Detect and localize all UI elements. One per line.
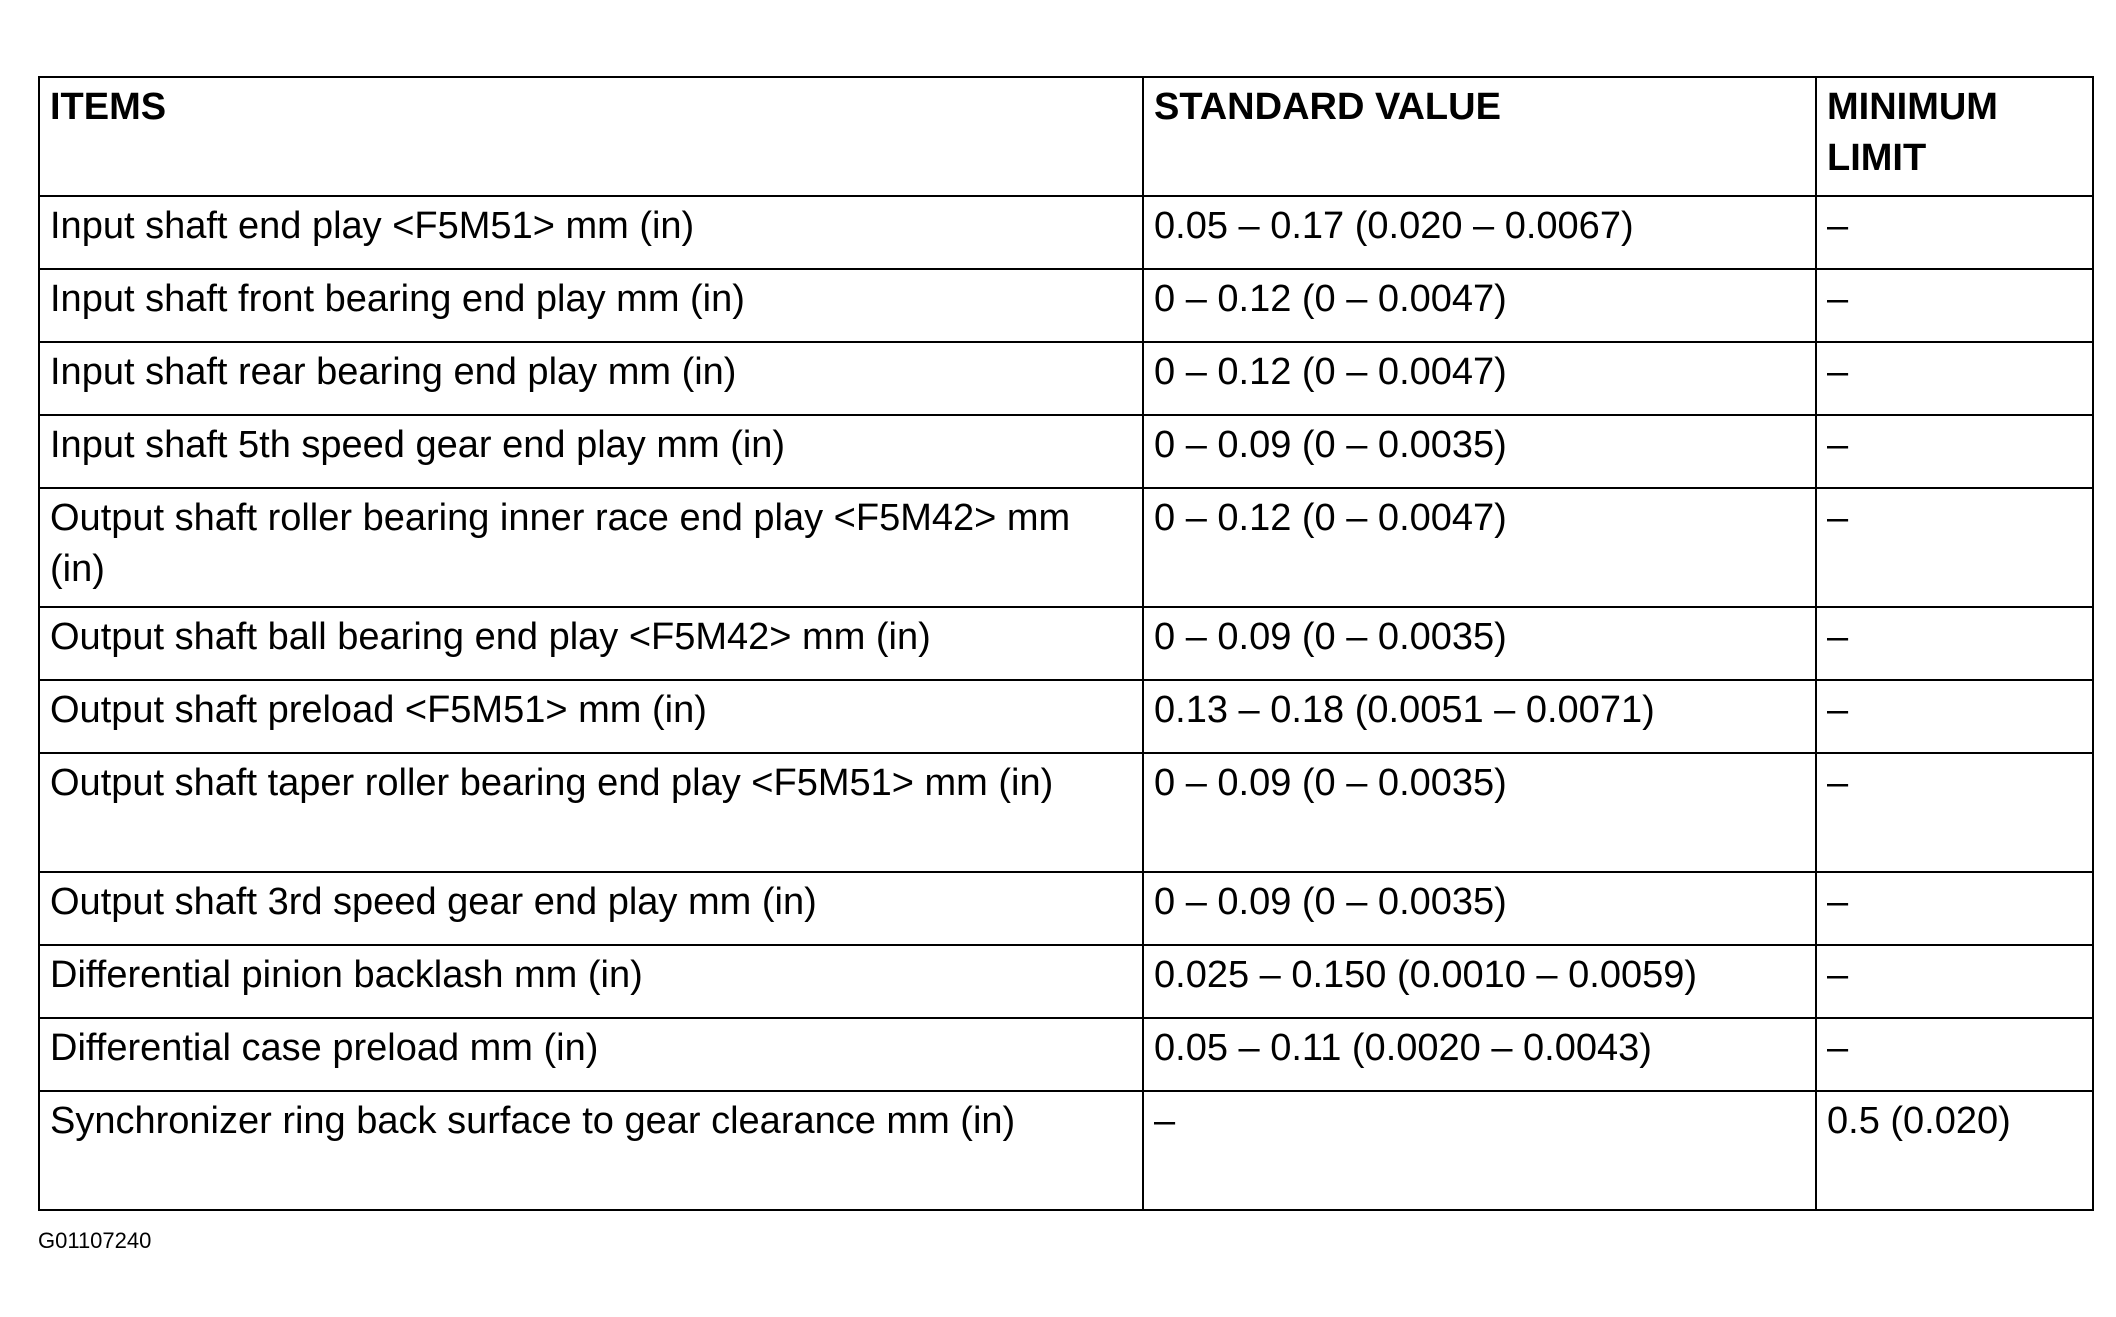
table-row bbox=[39, 488, 2093, 607]
standard-value-cell: 0.13 – 0.18 (0.0051 – 0.0071) bbox=[1143, 680, 1816, 753]
table-row bbox=[39, 196, 2093, 269]
item-cell: Output shaft preload <F5M51> mm (in) bbox=[39, 680, 1143, 753]
item-cell: Output shaft ball bearing end play <F5M42> mm (in) bbox=[39, 607, 1143, 680]
minimum-limit-cell: – bbox=[1816, 680, 2093, 753]
table-row bbox=[39, 753, 2093, 872]
specifications-table bbox=[38, 76, 2094, 1211]
item-cell: Input shaft end play <F5M51> mm (in) bbox=[39, 196, 1143, 269]
standard-value-cell: 0.025 – 0.150 (0.0010 – 0.0059) bbox=[1143, 945, 1816, 1018]
header-row bbox=[39, 77, 2093, 196]
standard-value-cell: 0 – 0.09 (0 – 0.0035) bbox=[1143, 415, 1816, 488]
minimum-limit-cell: – bbox=[1816, 488, 2093, 607]
table-row bbox=[39, 1091, 2093, 1210]
header-minimum-limit: MINIMUM LIMIT bbox=[1816, 77, 2093, 196]
item-cell: Synchronizer ring back surface to gear clearance mm (in) bbox=[39, 1091, 1143, 1210]
standard-value-cell: 0 – 0.09 (0 – 0.0035) bbox=[1143, 753, 1816, 872]
standard-value-cell: 0 – 0.09 (0 – 0.0035) bbox=[1143, 872, 1816, 945]
minimum-limit-cell: – bbox=[1816, 607, 2093, 680]
table-row bbox=[39, 680, 2093, 753]
item-cell: Output shaft taper roller bearing end play <F5M51> mm (in) bbox=[39, 753, 1143, 872]
table-row bbox=[39, 607, 2093, 680]
item-cell: Output shaft roller bearing inner race end play <F5M42> mm (in) bbox=[39, 488, 1143, 607]
minimum-limit-cell: – bbox=[1816, 415, 2093, 488]
table-row bbox=[39, 415, 2093, 488]
standard-value-cell: 0 – 0.09 (0 – 0.0035) bbox=[1143, 607, 1816, 680]
minimum-limit-cell: – bbox=[1816, 753, 2093, 872]
table-row bbox=[39, 342, 2093, 415]
table-row bbox=[39, 872, 2093, 945]
item-cell: Input shaft 5th speed gear end play mm (in) bbox=[39, 415, 1143, 488]
standard-value-cell: 0 – 0.12 (0 – 0.0047) bbox=[1143, 488, 1816, 607]
minimum-limit-cell: – bbox=[1816, 342, 2093, 415]
standard-value-cell: 0.05 – 0.11 (0.0020 – 0.0043) bbox=[1143, 1018, 1816, 1091]
item-cell: Differential case preload mm (in) bbox=[39, 1018, 1143, 1091]
table-row bbox=[39, 1018, 2093, 1091]
item-cell: Input shaft rear bearing end play mm (in) bbox=[39, 342, 1143, 415]
minimum-limit-cell: – bbox=[1816, 872, 2093, 945]
minimum-limit-cell: – bbox=[1816, 945, 2093, 1018]
standard-value-cell: 0 – 0.12 (0 – 0.0047) bbox=[1143, 269, 1816, 342]
minimum-limit-cell: 0.5 (0.020) bbox=[1816, 1091, 2093, 1210]
minimum-limit-cell: – bbox=[1816, 269, 2093, 342]
header-items: ITEMS bbox=[39, 77, 1143, 196]
table-row bbox=[39, 269, 2093, 342]
item-cell: Differential pinion backlash mm (in) bbox=[39, 945, 1143, 1018]
standard-value-cell: – bbox=[1143, 1091, 1816, 1210]
minimum-limit-cell: – bbox=[1816, 196, 2093, 269]
table-row bbox=[39, 945, 2093, 1018]
standard-value-cell: 0.05 – 0.17 (0.020 – 0.0067) bbox=[1143, 196, 1816, 269]
item-cell: Input shaft front bearing end play mm (in) bbox=[39, 269, 1143, 342]
standard-value-cell: 0 – 0.12 (0 – 0.0047) bbox=[1143, 342, 1816, 415]
item-cell: Output shaft 3rd speed gear end play mm (in) bbox=[39, 872, 1143, 945]
figure-id-caption: G01107240 bbox=[38, 1228, 152, 1253]
minimum-limit-cell: – bbox=[1816, 1018, 2093, 1091]
header-standard-value: STANDARD VALUE bbox=[1143, 77, 1816, 196]
